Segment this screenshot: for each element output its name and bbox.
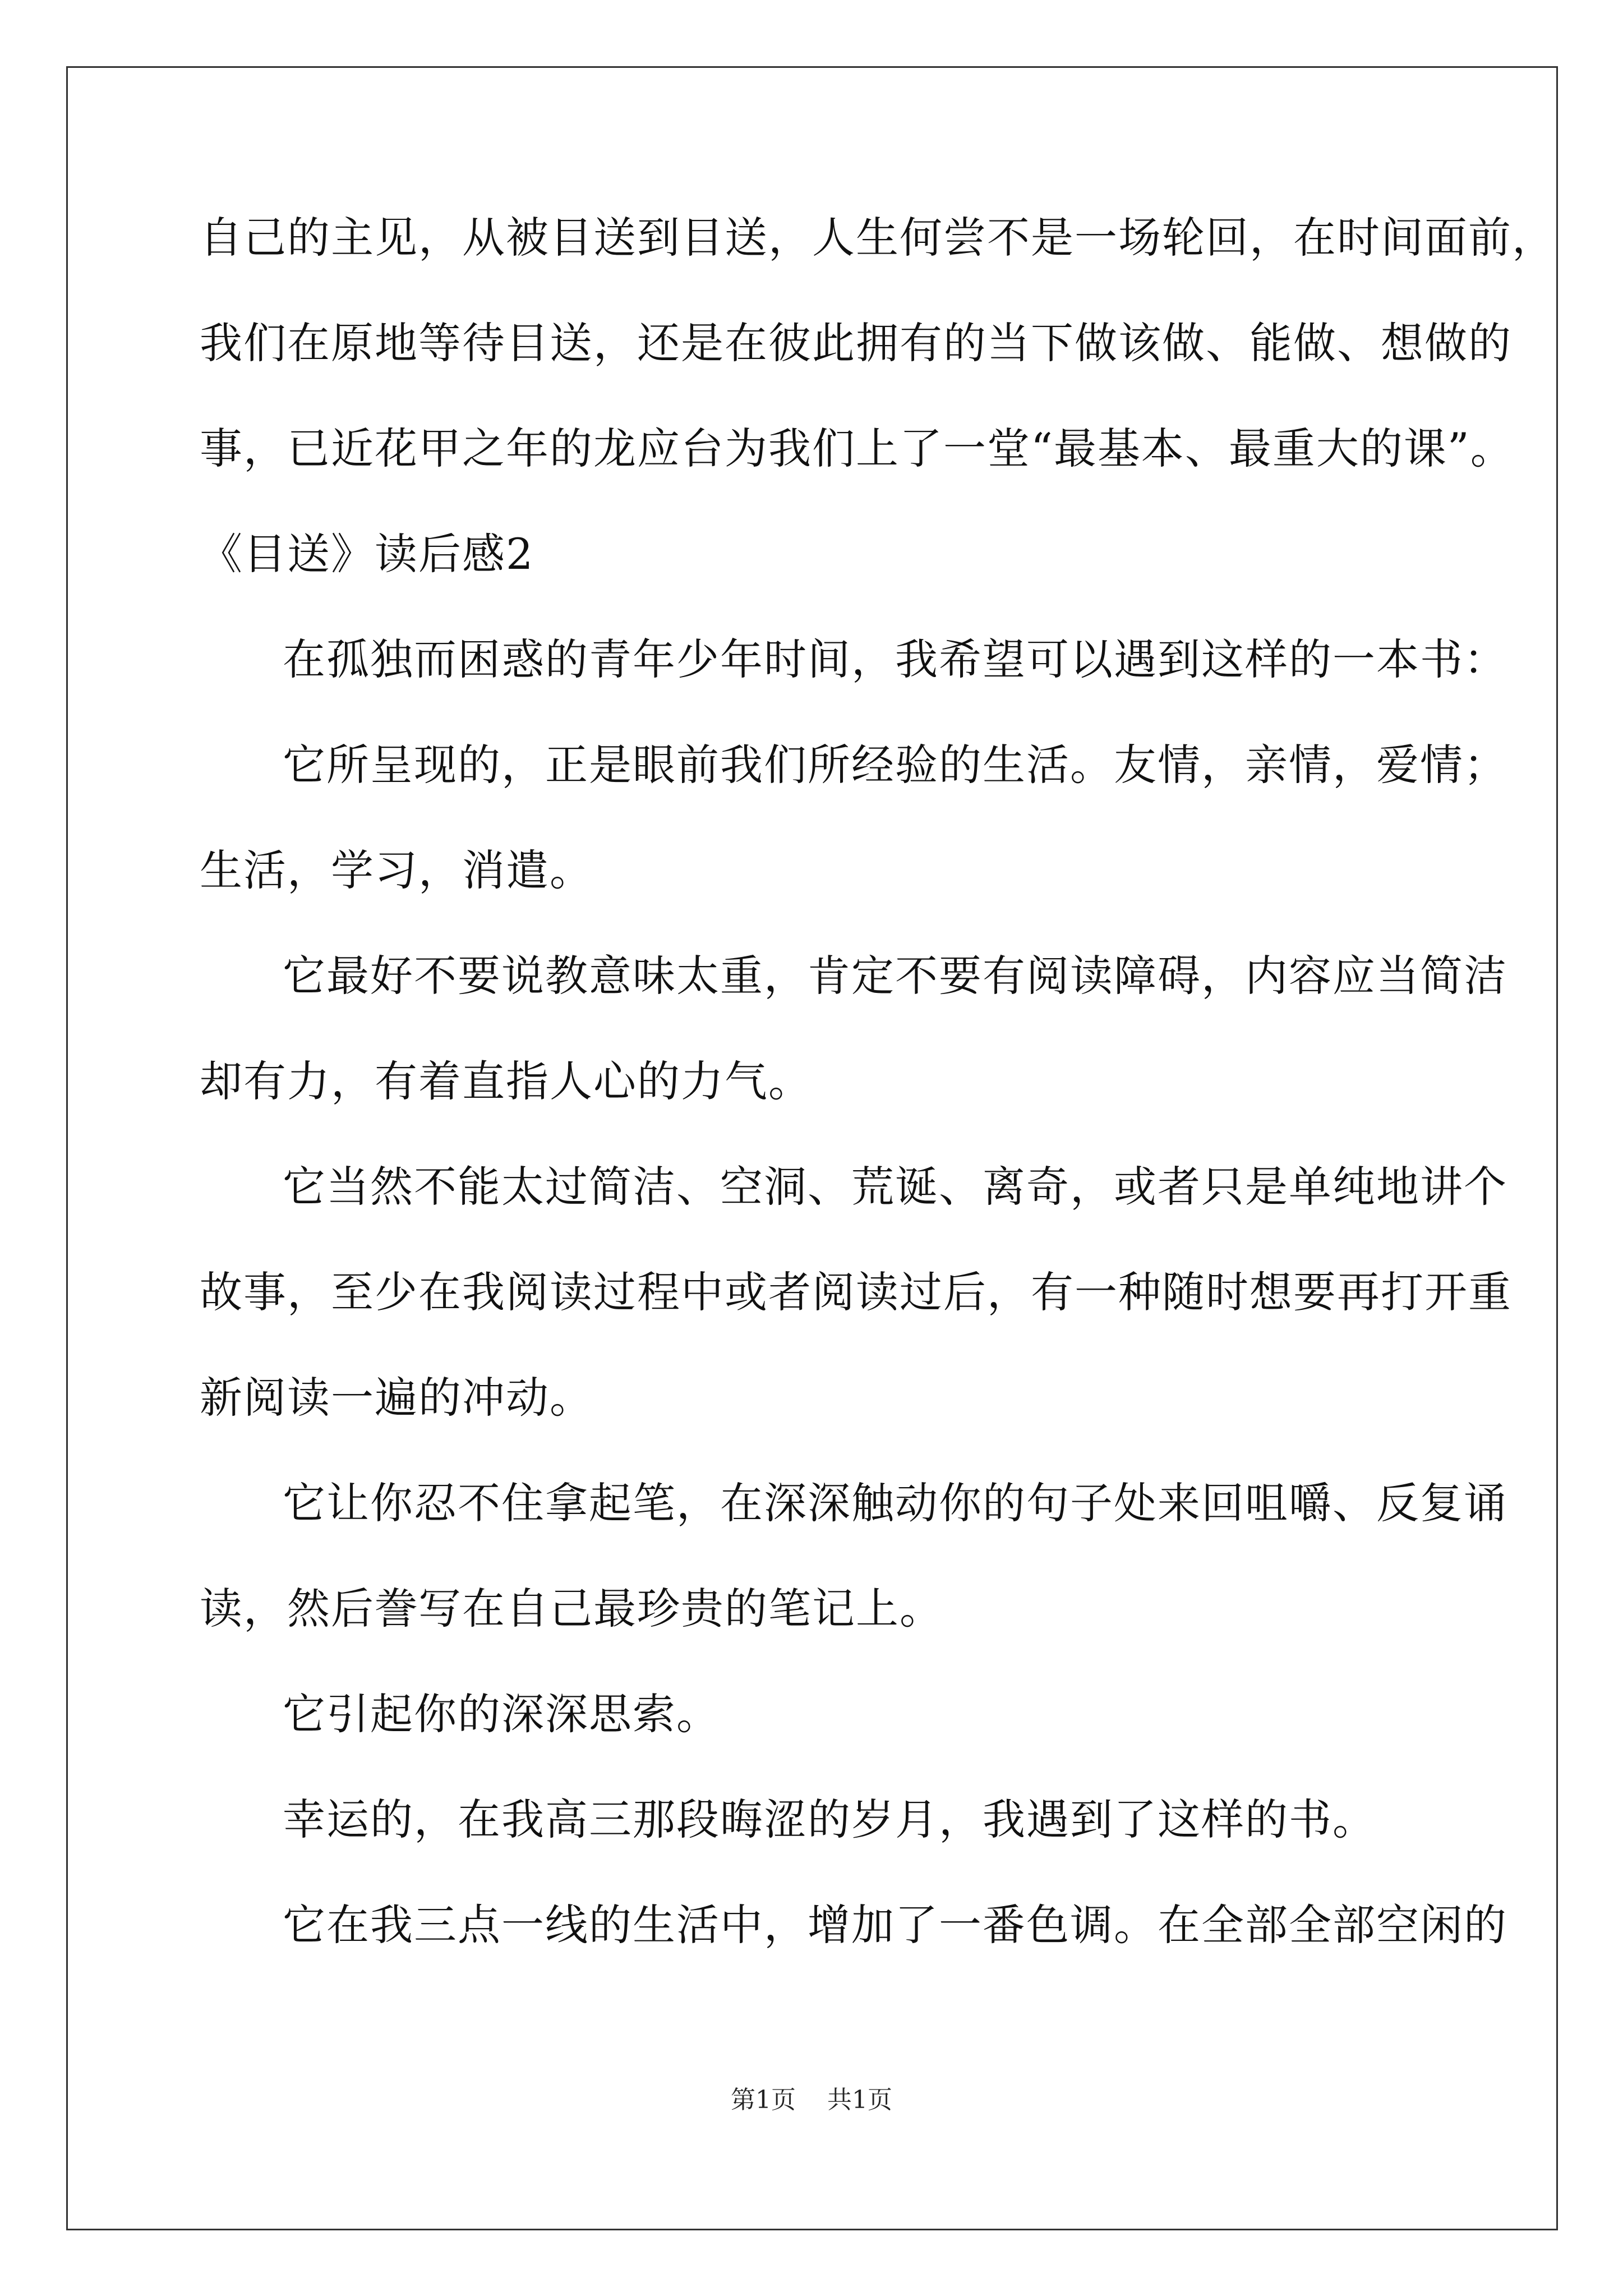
paragraph-start: 它在我三点一线的生活中，增加了一番色调。在全部全部空闲的 — [283, 1900, 1507, 1950]
text-line: 事，已近花甲之年的龙应台为我们上了一堂“最基本、最重大的课”。 — [200, 424, 1514, 473]
text-line: 新阅读一遍的冲动。 — [200, 1373, 593, 1423]
paragraph-start: 它当然不能太过简洁、空洞、荒诞、离奇，或者只是单纯地讲个 — [283, 1162, 1507, 1212]
page-footer: 第1页 共1页 — [731, 2086, 892, 2114]
paragraph-start: 它引起你的深深思索。 — [283, 1689, 720, 1739]
text-line: 我们在原地等待目送，还是在彼此拥有的当下做该做、能做、想做的 — [200, 318, 1512, 368]
paragraph-start: 幸运的，在我高三那段晦涩的岁月，我遇到了这样的书。 — [283, 1795, 1376, 1844]
paragraph-start: 在孤独而困惑的青年少年时间，我希望可以遇到这样的一本书： — [283, 634, 1507, 684]
text-line: 读，然后誊写在自己最珍贵的笔记上。 — [200, 1584, 943, 1634]
text-line: 却有力，有着直指人心的力气。 — [200, 1056, 812, 1106]
paragraph-start: 它所呈现的，正是眼前我们所经验的生活。友情，亲情，爱情； — [283, 740, 1507, 790]
text-line: 生活，学习，消遣。 — [200, 845, 593, 895]
text-line: 故事，至少在我阅读过程中或者阅读过后，有一种随时想要再打开重 — [200, 1267, 1512, 1317]
section-heading: 《目送》读后感2 — [200, 529, 534, 579]
paragraph-start: 它最好不要说教意味太重，肯定不要有阅读障碍，内容应当简洁 — [283, 951, 1507, 1001]
paragraph-start: 它让你忍不住拿起笔，在深深触动你的句子处来回咀嚼、反复诵 — [283, 1478, 1507, 1528]
text-line: 自己的主见，从被目送到目送，人生何尝不是一场轮回，在时间面前， — [200, 213, 1556, 263]
